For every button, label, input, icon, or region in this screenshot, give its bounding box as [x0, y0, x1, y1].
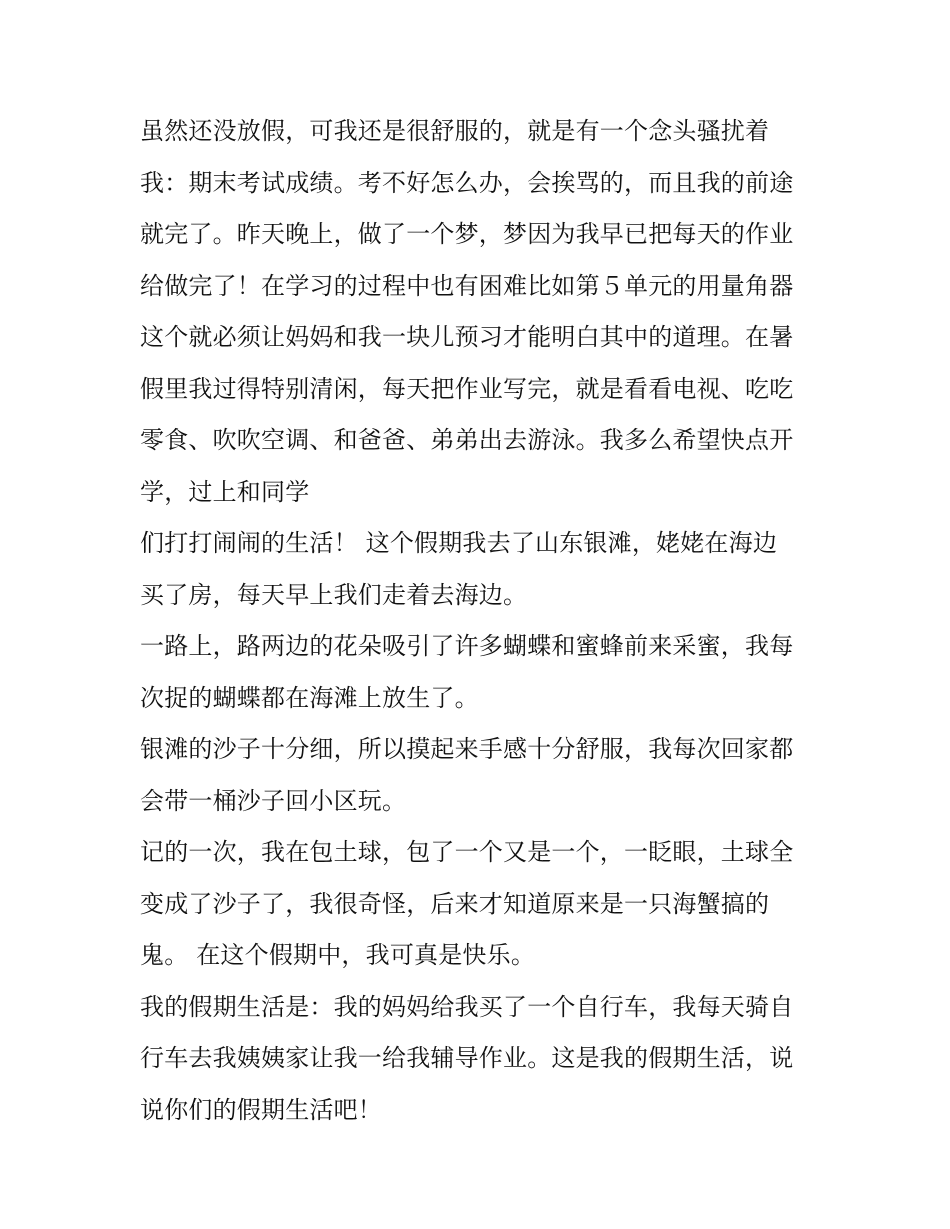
- text-line: 买了房，每天早上我们走着去海边。: [140, 580, 528, 609]
- text-line: 银滩的沙子十分细，所以摸起来手感十分舒服，我每次回家都: [140, 735, 794, 763]
- text-line: 们打打闹闹的生活！ 这个假期我去了山东银滩，姥姥在海边: [140, 529, 778, 557]
- text-line: 变成了沙子了，我很奇怪，后来才知道原来是一只海蟹搞的: [140, 889, 770, 918]
- document-body: [140, 106, 830, 1136]
- text-line: 记的一次，我在包土球，包了一个又是一个，一眨眼，土球全: [140, 838, 794, 866]
- text-line: 会带一桶沙子回小区玩。: [140, 786, 407, 815]
- text-line: 学，过上和同学: [140, 477, 310, 506]
- text-line: 我的假期生活是：我的妈妈给我买了一个自行车，我每天骑自: [140, 992, 794, 1021]
- text-line: 说你们的假期生活吧！: [140, 1095, 382, 1124]
- text-line: 虽然还没放假，可我还是很舒服的，就是有一个念头骚扰着: [140, 117, 770, 145]
- text-line: 我：期末考试成绩。考不好怎么办，会挨骂的，而且我的前途: [140, 168, 794, 197]
- text-line: 给做完了！在学习的过程中也有困难比如第５单元的用量角器: [140, 271, 794, 300]
- text-line: 次捉的蝴蝶都在海滩上放生了。: [140, 683, 479, 712]
- text-line: 行车去我姨姨家让我一给我辅导作业。这是我的假期生活，说: [140, 1044, 794, 1072]
- text-line: 鬼。 在这个假期中，我可真是快乐。: [140, 941, 536, 969]
- text-line: 假里我过得特别清闲，每天把作业写完，就是看看电视、吃吃: [140, 374, 794, 403]
- text-line: 一路上，路两边的花朵吸引了许多蝴蝶和蜜蜂前来采蜜，我每: [140, 632, 794, 660]
- text-line: 零食、吹吹空调、和爸爸、弟弟出去游泳。我多么希望快点开: [140, 426, 794, 454]
- text-line: 这个就必须让妈妈和我一块儿预习才能明白其中的道理。在暑: [140, 323, 794, 351]
- text-line: 就完了。昨天晚上，做了一个梦，梦因为我早已把每天的作业: [140, 220, 794, 248]
